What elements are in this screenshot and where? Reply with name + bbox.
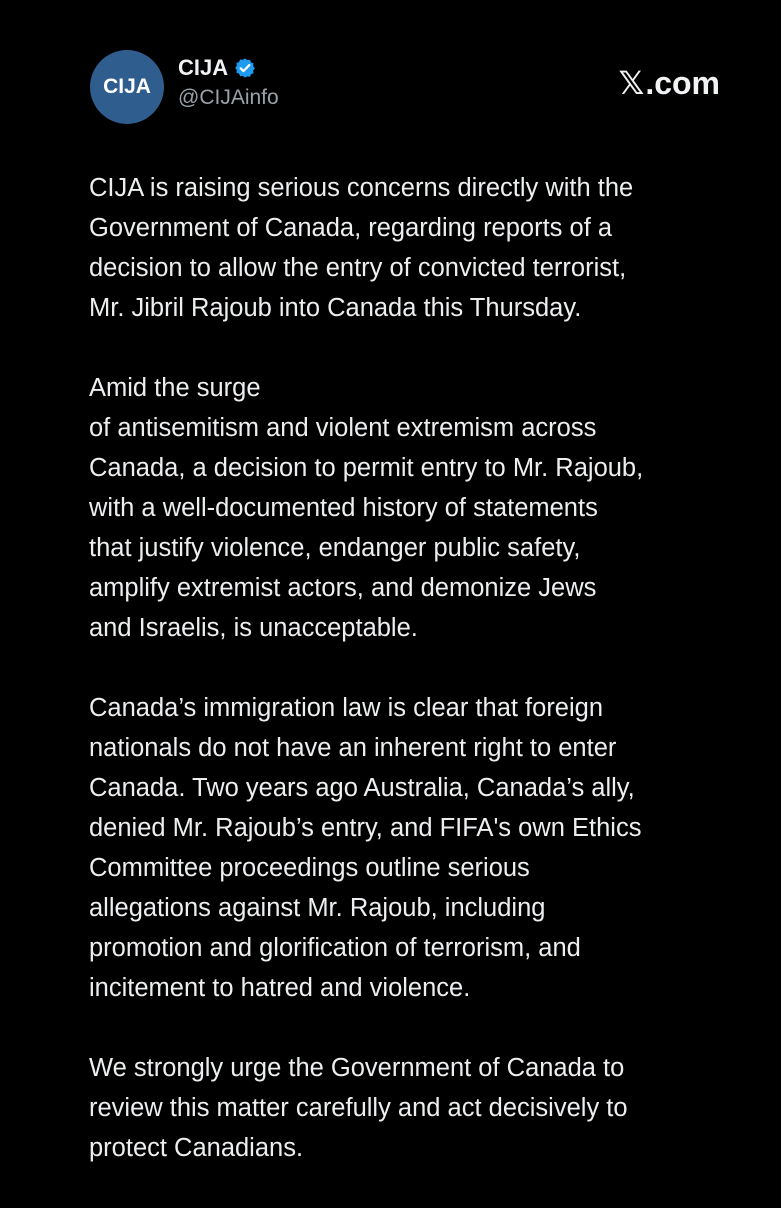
site-watermark	[619, 64, 720, 102]
post-text-line: allegations against Mr. Rajoub, including	[89, 894, 546, 922]
post-paragraph	[89, 688, 729, 1008]
post-text-line: Canada’s immigration law is clear that foreign	[89, 694, 604, 722]
post-header	[90, 50, 720, 126]
post-text-line: nationals do not have an inherent right to enter	[89, 734, 617, 762]
post-text-line: denied Mr. Rajoub’s entry, and FIFA's own Ethics	[89, 814, 642, 842]
post-text-line: Government of Canada, regarding reports of a	[89, 214, 613, 242]
post-text-line: review this matter carefully and act decisively to	[89, 1094, 628, 1122]
post-text-line: protect Canadians.	[89, 1134, 304, 1162]
post-text	[89, 168, 729, 1208]
post-text-line: decision to allow the entry of convicted terrorist,	[89, 254, 627, 282]
post-text-line: of antisemitism and violent extremism across	[89, 414, 597, 442]
post-text-line: We strongly urge the Government of Canada to	[89, 1054, 625, 1082]
post-text-line: Canada. Two years ago Australia, Canada’s ally,	[89, 774, 635, 802]
name-row	[178, 54, 279, 82]
x-logo-icon: 𝕏	[618, 64, 645, 102]
post-text-line: Mr. Jibril Rajoub into Canada this Thursday.	[89, 294, 582, 322]
post-text-line: Amid the surge	[89, 374, 261, 402]
post-text-line: and Israelis, is unacceptable.	[89, 614, 418, 642]
post-text-line: Committee proceedings outline serious	[89, 854, 530, 882]
avatar-logo-text: CIJA	[103, 75, 151, 98]
verified-badge-icon	[234, 57, 256, 79]
author-display-name[interactable]: CIJA	[178, 55, 229, 80]
post-paragraph	[89, 168, 729, 328]
post-text-line: promotion and glorification of terrorism, and	[89, 934, 581, 962]
post-text-line: incitement to hatred and violence.	[89, 974, 471, 1002]
post-text-line: amplify extremist actors, and demonize Jews	[89, 574, 597, 602]
post-paragraph	[89, 368, 729, 648]
avatar[interactable]	[90, 50, 164, 124]
author-handle[interactable]: @CIJAinfo	[178, 86, 279, 109]
post-text-line: with a well-documented history of statements	[89, 494, 598, 522]
post-paragraph	[89, 1048, 729, 1168]
author-info	[178, 54, 279, 110]
post-text-line: Canada, a decision to permit entry to Mr. Rajoub,	[89, 454, 644, 482]
post-text-line: CIJA is raising serious concerns directly with the	[89, 174, 634, 202]
site-domain-suffix: .com	[645, 64, 720, 101]
post-text-line: that justify violence, endanger public safety,	[89, 534, 581, 562]
